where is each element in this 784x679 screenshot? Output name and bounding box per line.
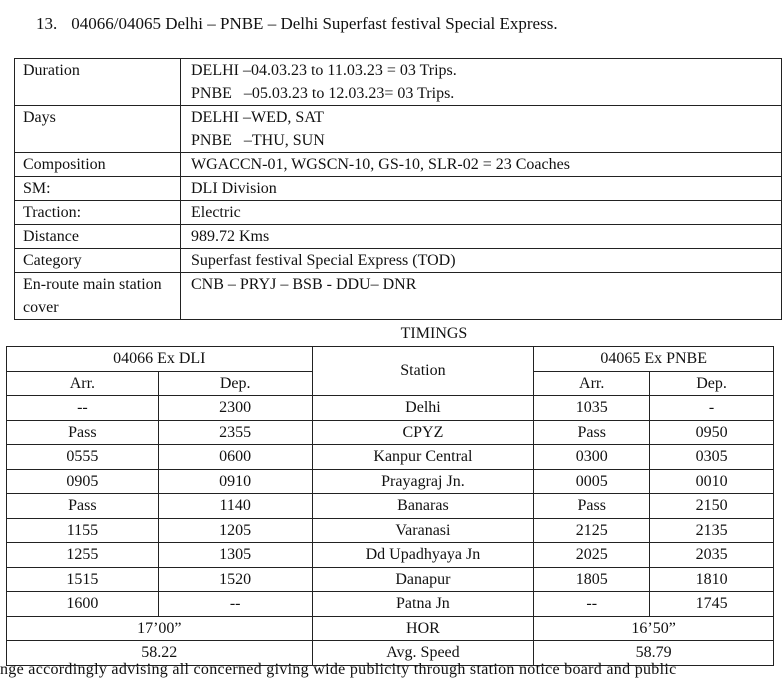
- left-dep-cell: 1305: [158, 543, 312, 568]
- left-arr-header: Arr.: [7, 371, 159, 396]
- avg-speed-row-label: Avg. Speed: [312, 641, 534, 666]
- info-line: 989.72 Kms: [191, 228, 270, 245]
- info-line: Superfast festival Special Express (TOD): [191, 252, 456, 269]
- info-line: PNBE –THU, SUN: [191, 132, 325, 149]
- info-label: Days: [15, 106, 181, 153]
- station-cell: CPYZ: [312, 420, 534, 445]
- left-dep-cell: 2355: [158, 420, 312, 445]
- station-cell: Prayagraj Jn.: [312, 469, 534, 494]
- item-number: 13.: [36, 14, 58, 33]
- left-arr-cell: 1255: [7, 543, 159, 568]
- right-arr-cell: 0300: [534, 445, 650, 470]
- right-dep-cell: 1810: [650, 567, 774, 592]
- info-line: PNBE –05.03.23 to 12.03.23= 03 Trips.: [191, 85, 455, 102]
- timings-row: [7, 543, 774, 568]
- timings-row: [7, 518, 774, 543]
- right-arr-cell: 2125: [534, 518, 650, 543]
- right-dep-header: Dep.: [650, 371, 774, 396]
- info-row: [15, 225, 782, 249]
- right-dep-cell: 1745: [650, 592, 774, 617]
- right-arr-cell: 1035: [534, 396, 650, 421]
- info-label: Duration: [15, 59, 181, 106]
- info-row: [15, 59, 782, 106]
- info-value: [181, 153, 782, 177]
- station-header: Station: [312, 347, 534, 396]
- info-line: DELHI –04.03.23 to 11.03.23 = 03 Trips.: [191, 62, 457, 79]
- info-line: CNB – PRYJ – BSB - DDU– DNR: [191, 276, 417, 293]
- hor-row: [7, 616, 774, 641]
- info-value: [181, 177, 782, 201]
- left-arr-cell: --: [7, 396, 159, 421]
- left-arr-cell: Pass: [7, 494, 159, 519]
- left-arr-cell: 0905: [7, 469, 159, 494]
- left-dep-cell: 0910: [158, 469, 312, 494]
- right-arr-cell: --: [534, 592, 650, 617]
- right-arr-header: Arr.: [534, 371, 650, 396]
- timings-row: [7, 592, 774, 617]
- left-dep-cell: 2300: [158, 396, 312, 421]
- station-cell: Kanpur Central: [312, 445, 534, 470]
- footer-text: nge accordingly advising all concerned giving wide publicity through station notice board and public: [0, 661, 677, 678]
- hor-row-right: 16’50”: [534, 616, 774, 641]
- station-cell: Varanasi: [312, 518, 534, 543]
- left-arr-cell: Pass: [7, 420, 159, 445]
- train-info-table: [14, 58, 782, 320]
- info-row: [15, 177, 782, 201]
- left-arr-cell: 1600: [7, 592, 159, 617]
- left-dep-header: Dep.: [158, 371, 312, 396]
- left-train-header: 04066 Ex DLI: [7, 347, 313, 372]
- right-dep-cell: 0010: [650, 469, 774, 494]
- info-label: Traction:: [15, 201, 181, 225]
- right-dep-cell: 2135: [650, 518, 774, 543]
- info-label: Distance: [15, 225, 181, 249]
- info-row: [15, 249, 782, 273]
- info-value: [181, 59, 782, 106]
- station-cell: Patna Jn: [312, 592, 534, 617]
- left-dep-cell: 0600: [158, 445, 312, 470]
- station-cell: Banaras: [312, 494, 534, 519]
- info-row: [15, 153, 782, 177]
- info-value: [181, 249, 782, 273]
- info-value: [181, 201, 782, 225]
- timings-row: [7, 396, 774, 421]
- notice-heading: [36, 14, 558, 34]
- info-label: Composition: [15, 153, 181, 177]
- avg-speed-row-left: 58.22: [7, 641, 313, 666]
- right-train-header: 04065 Ex PNBE: [534, 347, 774, 372]
- right-dep-cell: 0950: [650, 420, 774, 445]
- right-dep-cell: 0305: [650, 445, 774, 470]
- info-line: DLI Division: [191, 180, 277, 197]
- info-label: SM:: [15, 177, 181, 201]
- right-dep-cell: -: [650, 396, 774, 421]
- timings-row: [7, 494, 774, 519]
- right-arr-cell: Pass: [534, 494, 650, 519]
- info-value: [181, 106, 782, 153]
- timings-row: [7, 420, 774, 445]
- station-cell: Danapur: [312, 567, 534, 592]
- right-arr-cell: 1805: [534, 567, 650, 592]
- right-dep-cell: 2150: [650, 494, 774, 519]
- timings-row: [7, 567, 774, 592]
- left-arr-cell: 1515: [7, 567, 159, 592]
- left-dep-cell: 1520: [158, 567, 312, 592]
- left-dep-cell: 1140: [158, 494, 312, 519]
- left-arr-cell: 1155: [7, 518, 159, 543]
- info-label: Category: [15, 249, 181, 273]
- right-dep-cell: 2035: [650, 543, 774, 568]
- train-title: 04066/04065 Delhi – PNBE – Delhi Superfast festival Special Express.: [71, 14, 558, 33]
- left-dep-cell: 1205: [158, 518, 312, 543]
- timings-header-row: [7, 347, 774, 372]
- info-line: DELHI –WED, SAT: [191, 109, 324, 126]
- info-line: WGACCN-01, WGSCN-10, GS-10, SLR-02 = 23 Coaches: [191, 156, 570, 173]
- timings-row: [7, 469, 774, 494]
- info-value: [181, 225, 782, 249]
- station-cell: Dd Upadhyaya Jn: [312, 543, 534, 568]
- info-row: [15, 201, 782, 225]
- station-cell: Delhi: [312, 396, 534, 421]
- right-arr-cell: 2025: [534, 543, 650, 568]
- timings-row: [7, 445, 774, 470]
- right-arr-cell: Pass: [534, 420, 650, 445]
- left-dep-cell: --: [158, 592, 312, 617]
- info-row: [15, 106, 782, 153]
- info-value: [181, 273, 782, 320]
- info-row: [15, 273, 782, 320]
- timings-title: TIMINGS: [400, 325, 468, 342]
- timings-table: [6, 346, 774, 666]
- hor-row-left: 17’00”: [7, 616, 313, 641]
- info-label: En-route main station cover: [15, 273, 181, 320]
- left-arr-cell: 0555: [7, 445, 159, 470]
- avg-speed-row-right: 58.79: [534, 641, 774, 666]
- info-line: Electric: [191, 204, 241, 221]
- right-arr-cell: 0005: [534, 469, 650, 494]
- hor-row-label: HOR: [312, 616, 534, 641]
